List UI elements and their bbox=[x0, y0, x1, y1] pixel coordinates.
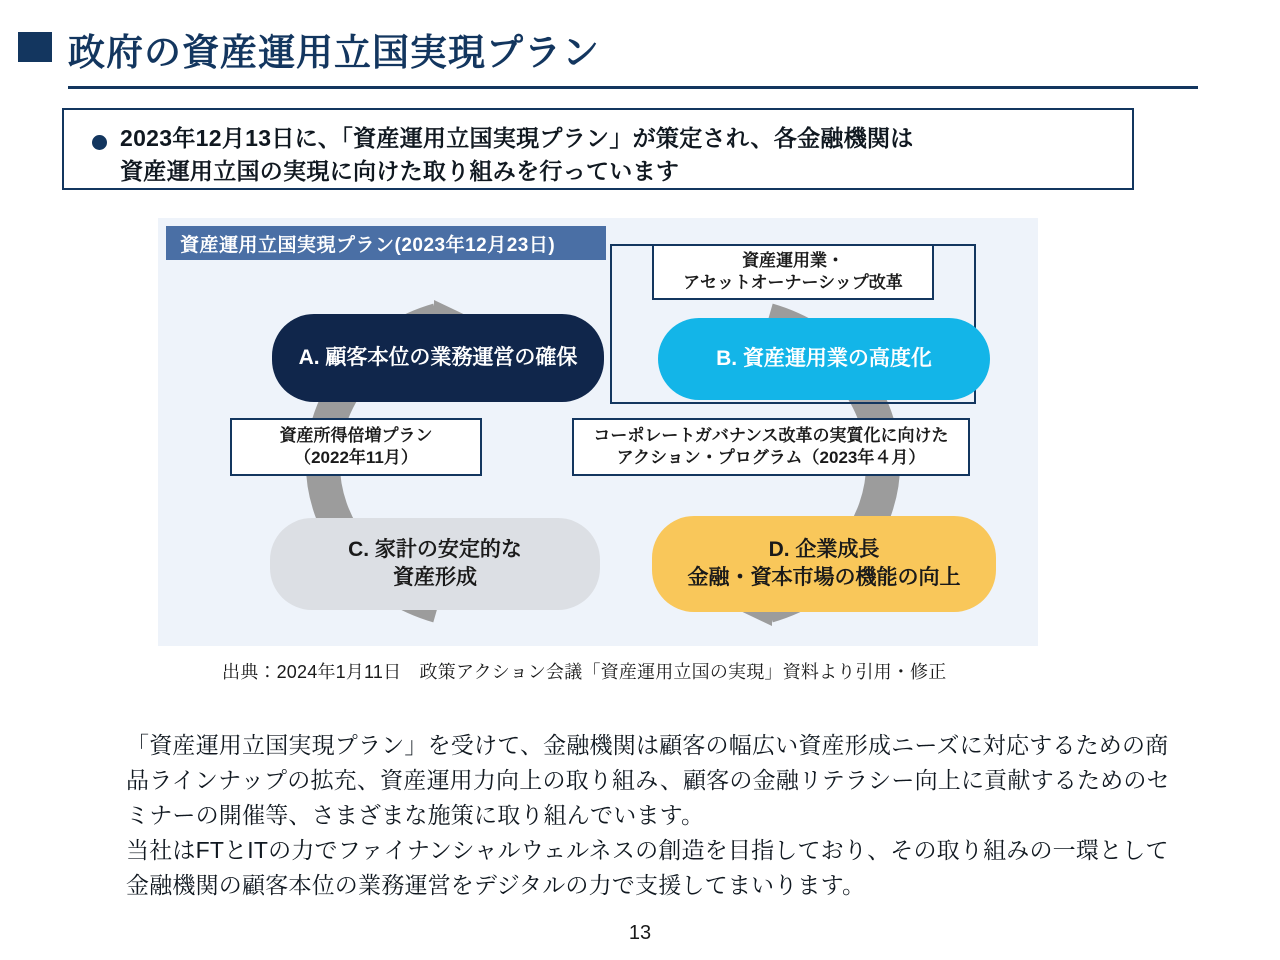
label-top-line1: 資産運用業・ bbox=[741, 250, 844, 270]
source-note: 出典：2024年1月11日 政策アクション会議「資産運用立国の実現」資料より引用・修正 bbox=[222, 662, 947, 682]
lead-callout bbox=[62, 108, 1134, 190]
node-d-corporate-growth[interactable] bbox=[652, 516, 996, 612]
page-number: 13 bbox=[628, 922, 652, 944]
bullet-icon bbox=[92, 135, 107, 150]
body-text bbox=[126, 728, 1186, 903]
body-paragraph-1: 「資産運用立国実現プラン」を受けて、金融機関は顧客の幅広い資産形成ニーズに対応するための商品ラインナップの拡充、資産運用力向上の取り組み、顧客の金融リテラシー向上に貢献するためのセミナーの開催等、さまざまな施策に取り組んでいます。 bbox=[126, 732, 1170, 828]
node-c-line1: C. 家計の安定的な bbox=[348, 537, 522, 561]
label-corporate-governance-action-program bbox=[572, 418, 970, 476]
node-c-line2: 資産形成 bbox=[393, 566, 477, 589]
page-title: 政府の資産運用立国実現プラン bbox=[68, 32, 600, 73]
lead-callout-text bbox=[120, 122, 1120, 187]
title-marker-icon bbox=[18, 32, 52, 62]
lead-callout-line2: 資産運用立国の実現に向けた取り組みを行っています bbox=[120, 157, 680, 184]
node-a-customer-first[interactable]: A. 顧客本位の業務運営の確保 bbox=[272, 314, 604, 402]
label-left-line1: 資産所得倍増プラン bbox=[279, 425, 433, 445]
label-asset-income-doubling-plan bbox=[230, 418, 482, 476]
label-asset-management-ownership-reform bbox=[652, 244, 934, 300]
node-c-household-asset-formation[interactable] bbox=[270, 518, 600, 610]
diagram-title-banner: 資産運用立国実現プラン(2023年12月23日) bbox=[166, 226, 606, 260]
title-divider bbox=[68, 86, 1198, 89]
body-paragraph-2: 当社はFTとITの力でファイナンシャルウェルネスの創造を目指しており、その取り組みの一環として金融機関の顧客本位の業務運営をデジタルの力で支援してまいります。 bbox=[126, 836, 1169, 898]
plan-diagram bbox=[158, 218, 1038, 646]
node-d-line1: D. 企業成長 bbox=[768, 537, 880, 561]
label-left-line2: （2022年11月） bbox=[294, 448, 418, 467]
slide-title-row bbox=[0, 14, 1280, 76]
label-right-line1: コーポレートガバナンス改革の実質化に向けた bbox=[593, 425, 949, 445]
label-top-line2: アセットオーナーシップ改革 bbox=[683, 273, 903, 292]
node-d-line2: 金融・資本市場の機能の向上 bbox=[687, 566, 961, 589]
lead-callout-line1: 2023年12月13日に、「資産運用立国実現プラン」が策定され、各金融機関は bbox=[120, 125, 914, 151]
label-right-line2: アクション・プログラム（2023年４月） bbox=[616, 448, 926, 467]
node-b-asset-management-sophistication[interactable]: B. 資産運用業の高度化 bbox=[658, 318, 990, 400]
